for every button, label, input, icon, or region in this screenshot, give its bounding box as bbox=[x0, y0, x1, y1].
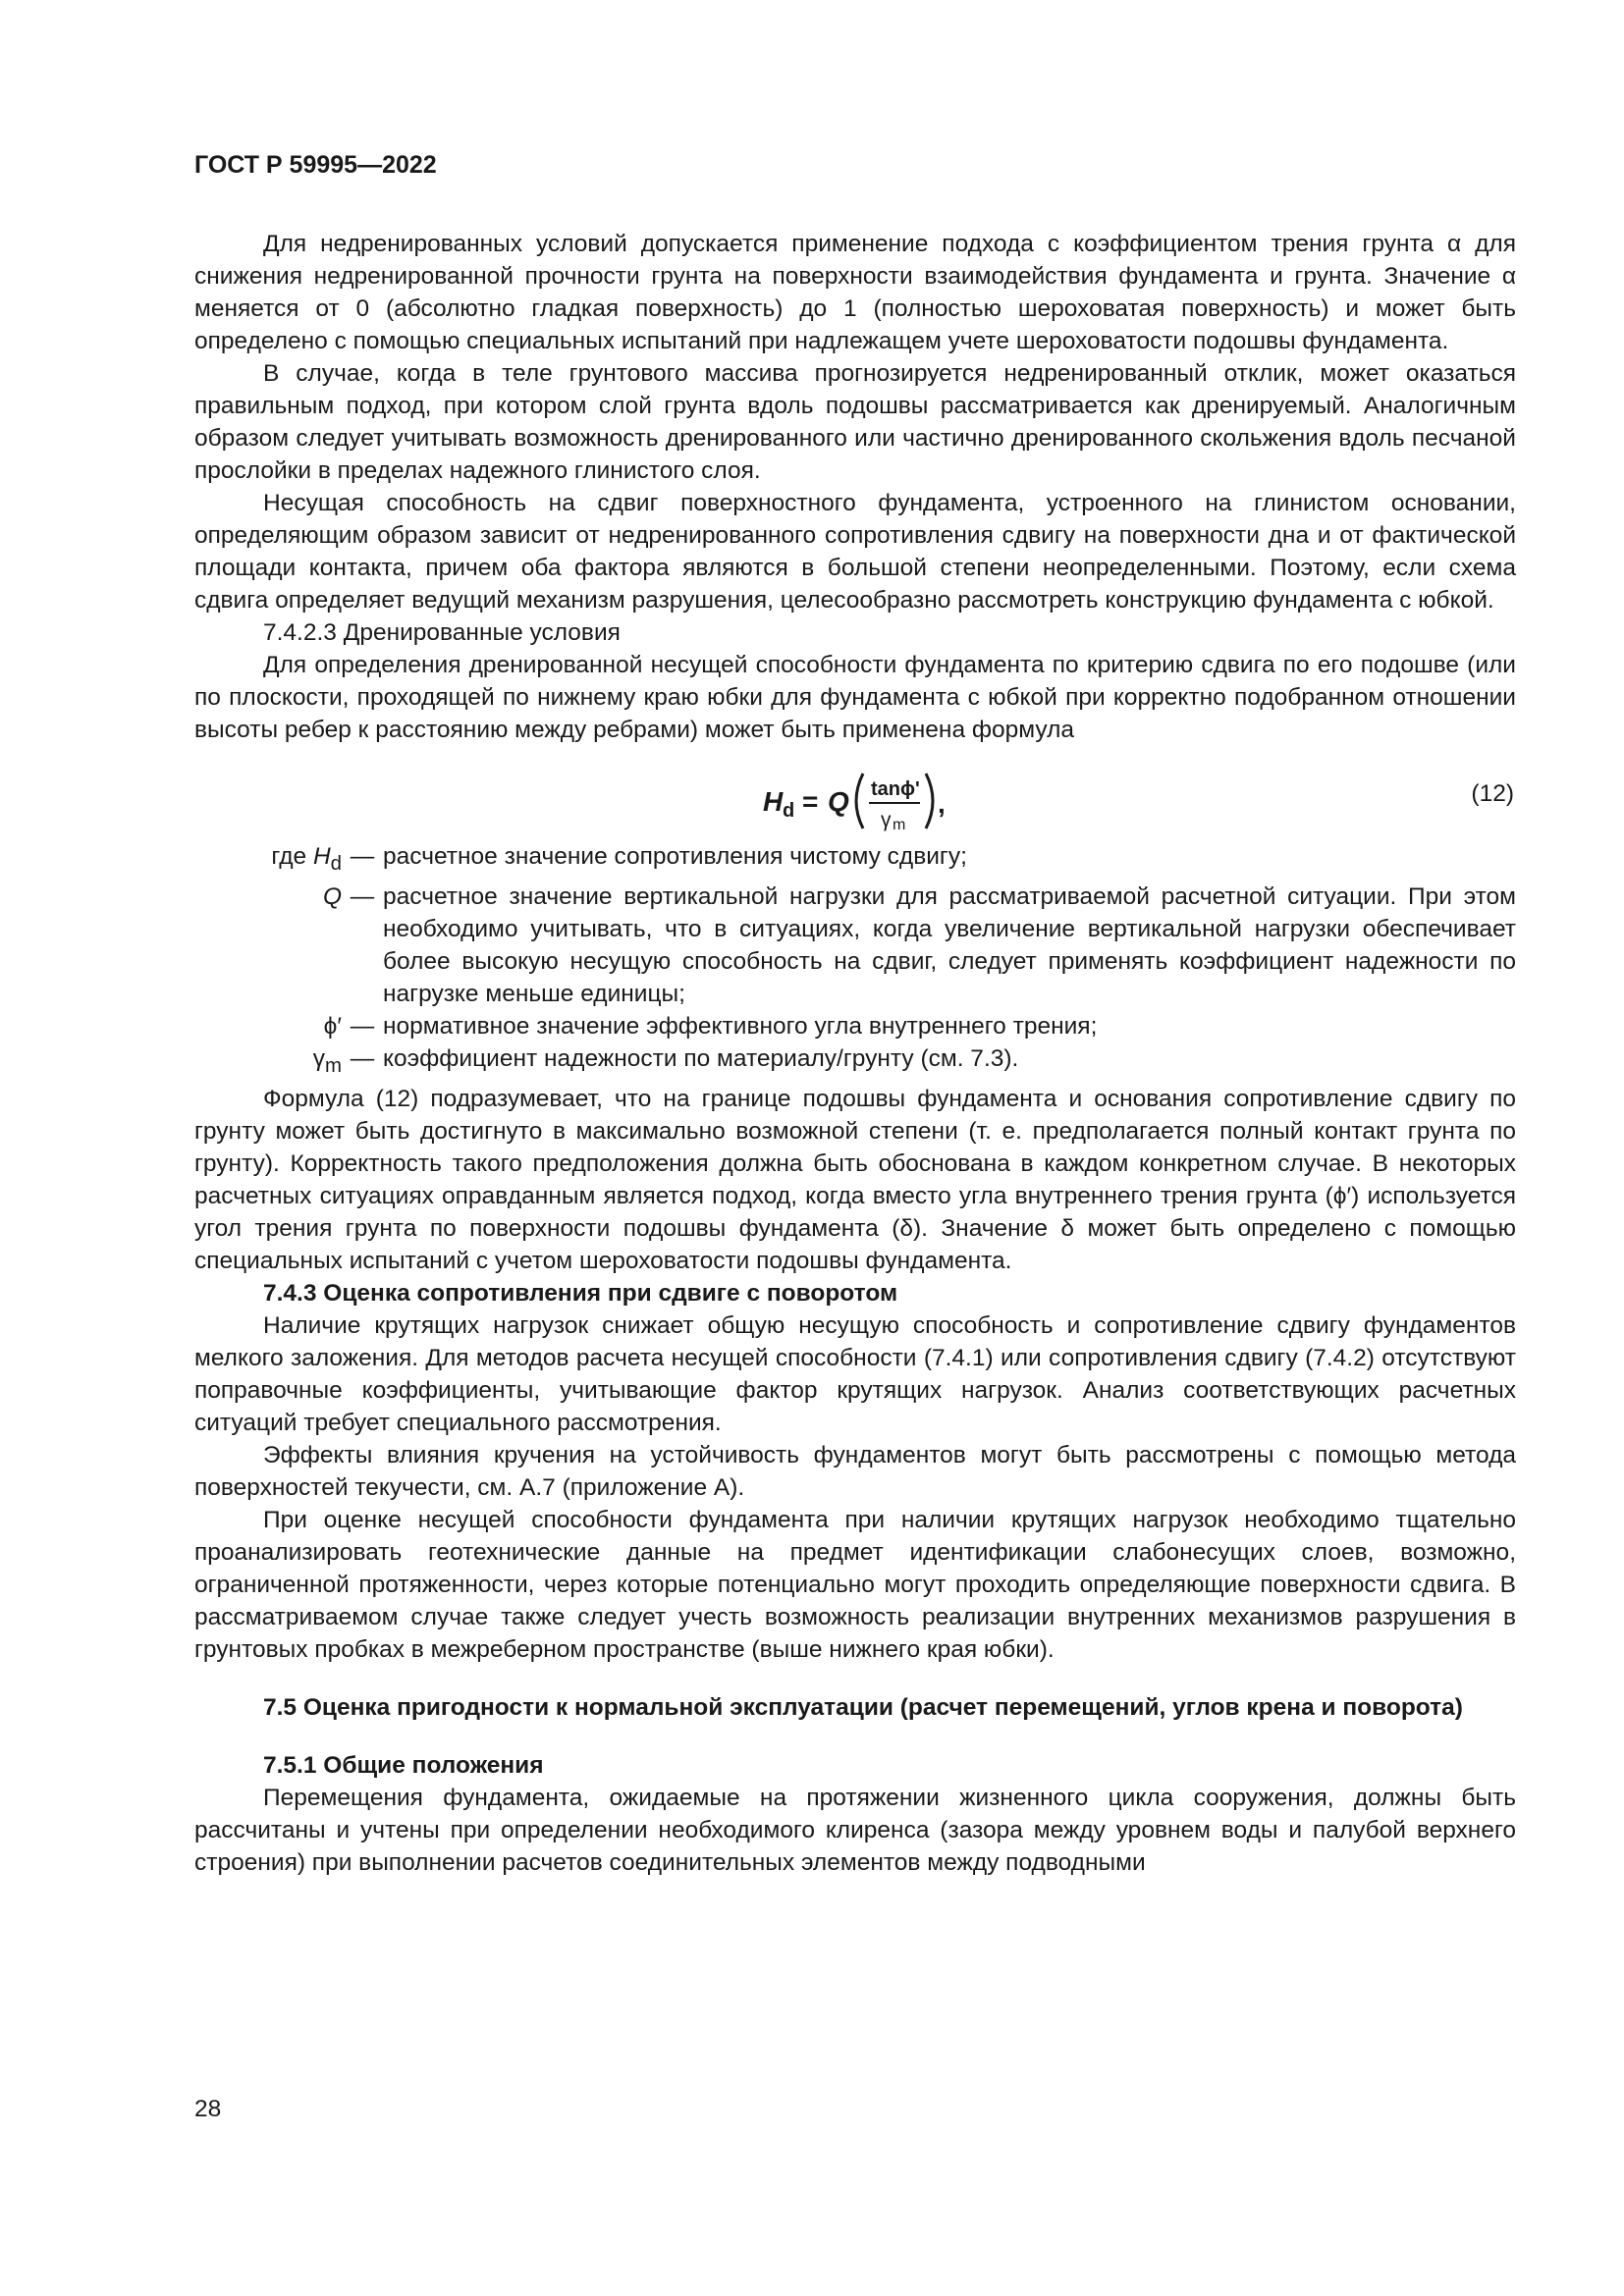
em-dash: — bbox=[350, 1012, 375, 1040]
paragraph: При оценке несущей способности фундамента при наличии крутящих нагрузок необходимо тщательно проанализировать геотехнические данные на предмет идентификации слабонесущих слоев, возможно, ограниченной протяженности, через которые потенциально могут проходить определяющие поверхности сдвига. В рассматриваемом случае также следует учесть возможность реализации внутренних механизмов разрушения в грунтовых пробках в межреберном пространстве (выше нижнего края юбки). bbox=[194, 1506, 1516, 1663]
symbol: ϕ′ bbox=[323, 1012, 342, 1040]
symbol-row bbox=[194, 881, 1516, 1010]
symbol-definition: нормативное значение эффективного угла внутреннего трения; bbox=[383, 1012, 1098, 1040]
spacer bbox=[194, 1724, 1516, 1749]
formula-q: Q bbox=[828, 786, 849, 817]
symbol-row bbox=[194, 840, 1516, 881]
paragraph: Для недренированных условий допускается применение подхода с коэффициентом трения грунта α для снижения недренированной прочности грунта на поверхности взаимодействия фундамента и грунта. Значение α меняется от 0 (абсолютно гладкая поверхность) до 1 (полностью шероховатая поверхность) и может быть определено с помощью специальных испытаний при надлежащем учете шероховатости подошвы фундамента. bbox=[194, 231, 1516, 354]
paragraph: Эффекты влияния кручения на устойчивость фундаментов могут быть рассмотрены с помощью метода поверхностей текучести, см. А.7 (приложение А). bbox=[194, 1441, 1516, 1501]
paragraph: Несущая способность на сдвиг поверхностного фундамента, устроенного на глинистом основании, определяющим образом зависит от недренированного сопротивления сдвигу на поверхности дна и от фактической площади контакта, причем оба фактора являются в большой степени неопределенными. Поэтому, если схема сдвига определяет ведущий механизм разрушения, целесообразно рассмотреть конструкцию фундамента с юбкой. bbox=[194, 490, 1516, 614]
right-paren bbox=[926, 774, 933, 828]
symbol: Q bbox=[322, 882, 342, 910]
document-body bbox=[194, 228, 1516, 1879]
paragraph: В случае, когда в теле грунтового массива прогнозируется недренированный отклик, может оказаться правильным подход, при котором слой грунта вдоль подошвы рассматривается как дренируемый. Аналогичным образом следует учитывать возможность дренированного или частично дренированного скольжения вдоль песчаной прослойки в пределах надежного глинистого слоя. bbox=[194, 360, 1516, 484]
section-heading-7-4-2-3: 7.4.2.3 Дренированные условия bbox=[263, 619, 621, 646]
formula-lhs: H bbox=[763, 786, 784, 817]
page-number: 28 bbox=[194, 2096, 222, 2122]
left-paren bbox=[856, 774, 863, 828]
symbol: $\gamma_m$ bbox=[312, 1044, 342, 1077]
section-heading-7-4-3: 7.4.3 Оценка сопротивления при сдвиге с поворотом bbox=[263, 1279, 898, 1307]
formula-numerator: tanϕ' bbox=[871, 778, 920, 800]
formula-denominator: γ bbox=[881, 809, 892, 831]
paragraph: Формула (12) подразумевает, что на границе подошвы фундамента и основания сопротивление сдвигу по грунту может быть достигнуто в максимально возможной степени (т. е. предполагается полный контакт грунта по грунту). Корректность такого предположения должна быть обоснована в каждом конкретном случае. В некоторых расчетных ситуациях оправданным является подход, когда вместо угла внутреннего трения грунта (ϕ′) используется угол трения грунта по поверхности подошвы фундамента (δ). Значение δ может быть определено с помощью специальных испытаний с учетом шероховатости подошвы фундамента. bbox=[194, 1085, 1516, 1274]
symbol-definition: коэффициент надежности по материалу/грунту (см. 7.3). bbox=[383, 1044, 1019, 1072]
formula-denominator-subscript: m bbox=[893, 817, 906, 833]
symbol: где $H_d$ bbox=[271, 843, 342, 875]
document-header: ГОСТ Р 59995—2022 bbox=[194, 151, 437, 179]
section-heading-7-5: 7.5 Оценка пригодности к нормальной эксплуатации (расчет перемещений, углов крена и поворота) bbox=[263, 1693, 1463, 1721]
formula-equals: = bbox=[802, 786, 819, 817]
formula-expression bbox=[759, 762, 955, 840]
formula-lhs-subscript: d bbox=[783, 800, 795, 822]
section-heading-7-5-1: 7.5.1 Общие положения bbox=[263, 1751, 544, 1779]
spacer bbox=[194, 1666, 1516, 1691]
symbol-definition: расчетное значение сопротивления чистому сдвигу; bbox=[383, 843, 967, 870]
paragraph: Наличие крутящих нагрузок снижает общую несущую способность и сопротивление сдвигу фундаментов мелкого заложения. Для методов расчета несущей способности (7.4.1) или сопротивления сдвигу (7.4.2) отсутствуют поправочные коэффициенты, учитывающие фактор крутящих нагрузок. Анализ соответствующих расчетных ситуаций требует специального рассмотрения. bbox=[194, 1311, 1516, 1436]
symbol-row bbox=[194, 1010, 1516, 1042]
em-dash: — bbox=[350, 1044, 375, 1072]
symbol-definition: расчетное значение вертикальной нагрузки для рассматриваемой расчетной ситуации. При этом необходимо учитывать, что в ситуациях, когда увеличение вертикальной нагрузки обеспечивает более высокую несущую способность на сдвиг, следует применять коэффициент надежности по нагрузке меньше единицы; bbox=[383, 882, 1516, 1007]
symbol-row bbox=[194, 1042, 1516, 1083]
symbol-list bbox=[194, 840, 1516, 1083]
em-dash: — bbox=[350, 843, 375, 870]
formula-trailing-comma: , bbox=[938, 788, 946, 819]
formula-12 bbox=[194, 756, 1516, 838]
paragraph: Для определения дренированной несущей способности фундамента по критерию сдвига по его подошве (или по плоскости, проходящей по нижнему краю юбки для фундамента с юбкой при корректно подобранном отношении высоты ребер к расстоянию между ребрами) может быть применена формула bbox=[194, 652, 1516, 743]
paragraph: Перемещения фундамента, ожидаемые на протяжении жизненного цикла сооружения, должны быть рассчитаны и учтены при определении необходимого клиренса (зазора между уровнем воды и палубой верхнего строения) при выполнении расчетов соединительных элементов между подводными bbox=[194, 1784, 1516, 1876]
em-dash: — bbox=[350, 882, 375, 910]
formula-number: (12) bbox=[1471, 780, 1514, 807]
